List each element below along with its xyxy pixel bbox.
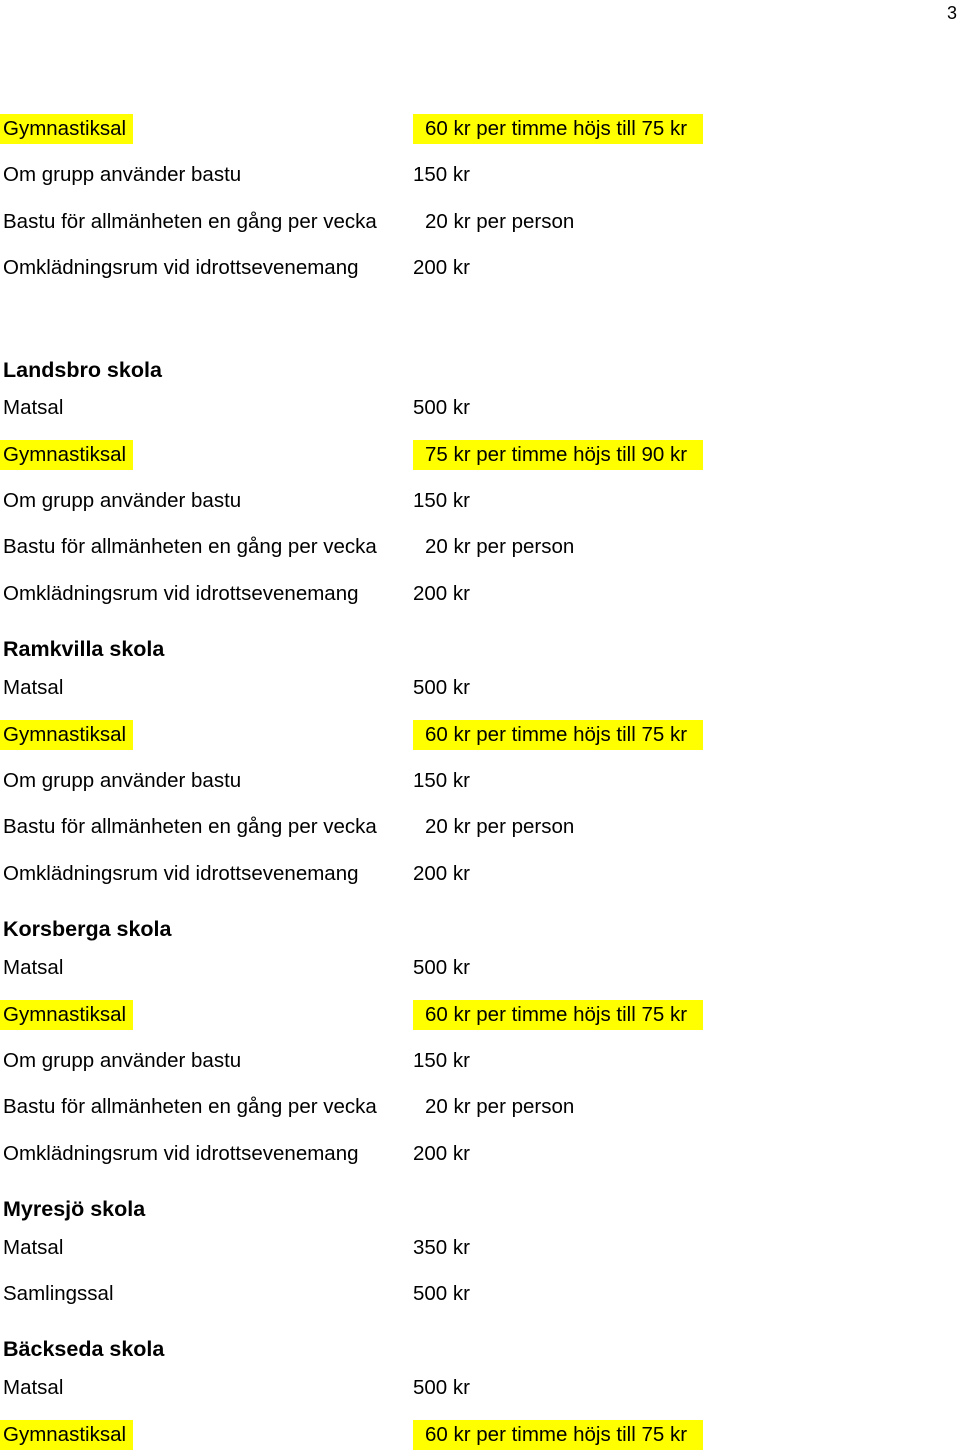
section-heading-landsbro: Landsbro skola [3, 358, 162, 382]
price-value: 350 kr [413, 1236, 470, 1259]
price-row [0, 486, 960, 516]
price-row-gymnastiksal [0, 440, 960, 470]
price-value: 150 kr [413, 1049, 470, 1072]
price-label: Omklädningsrum vid idrottsevenemang [3, 1142, 359, 1165]
price-label: Samlingssal [3, 1282, 114, 1305]
price-label: Omklädningsrum vid idrottsevenemang [3, 862, 359, 885]
section-heading-korsberga: Korsberga skola [3, 917, 172, 941]
price-label: Bastu för allmänheten en gång per vecka [3, 815, 377, 838]
price-label: Gymnastiksal [3, 1423, 127, 1446]
price-value: 75 kr per timme höjs till 90 kr [425, 443, 688, 466]
section-heading-ramkvilla: Ramkvilla skola [3, 637, 165, 661]
price-value: 150 kr [413, 769, 470, 792]
price-value: 200 kr [413, 582, 470, 605]
price-value: 20 kr per person [425, 210, 575, 233]
price-value: 500 kr [413, 1376, 470, 1399]
price-value: 150 kr [413, 163, 470, 186]
price-label: Omklädningsrum vid idrottsevenemang [3, 256, 359, 279]
price-row [0, 1373, 960, 1403]
price-value: 500 kr [413, 1282, 470, 1305]
price-value: 60 kr per timme höjs till 75 kr [425, 723, 688, 746]
price-label: Matsal [3, 676, 64, 699]
price-value: 20 kr per person [425, 1095, 575, 1118]
price-label: Bastu för allmänheten en gång per vecka [3, 210, 377, 233]
price-row [0, 859, 960, 889]
price-label: Om grupp använder bastu [3, 1049, 242, 1072]
price-row [0, 1279, 960, 1309]
price-label: Gymnastiksal [3, 117, 127, 140]
price-value: 20 kr per person [425, 815, 575, 838]
price-row [0, 253, 960, 283]
price-label: Gymnastiksal [3, 443, 127, 466]
price-value: 20 kr per person [425, 535, 575, 558]
price-row-gymnastiksal [0, 114, 960, 144]
price-row-gymnastiksal [0, 1000, 960, 1030]
price-row [0, 673, 960, 703]
price-row [0, 532, 960, 562]
price-label: Om grupp använder bastu [3, 769, 242, 792]
price-row [0, 160, 960, 190]
price-label: Bastu för allmänheten en gång per vecka [3, 1095, 377, 1118]
price-row-gymnastiksal [0, 1420, 960, 1450]
price-value: 60 kr per timme höjs till 75 kr [425, 117, 688, 140]
price-label: Om grupp använder bastu [3, 163, 242, 186]
price-label: Omklädningsrum vid idrottsevenemang [3, 582, 359, 605]
price-value: 60 kr per timme höjs till 75 kr [425, 1423, 688, 1446]
price-row [0, 1046, 960, 1076]
price-value: 200 kr [413, 256, 470, 279]
price-label: Matsal [3, 1376, 64, 1399]
price-value: 200 kr [413, 862, 470, 885]
price-row [0, 766, 960, 796]
price-row [0, 393, 960, 423]
price-label: Matsal [3, 1236, 64, 1259]
price-row [0, 812, 960, 842]
price-value: 150 kr [413, 489, 470, 512]
price-value: 200 kr [413, 1142, 470, 1165]
price-row [0, 1092, 960, 1122]
price-label: Bastu för allmänheten en gång per vecka [3, 535, 377, 558]
price-value: 500 kr [413, 396, 470, 419]
price-row [0, 1233, 960, 1263]
section-heading-backseda: Bäckseda skola [3, 1337, 165, 1361]
price-row [0, 953, 960, 983]
price-row [0, 1139, 960, 1169]
price-label: Matsal [3, 396, 64, 419]
price-value: 500 kr [413, 676, 470, 699]
price-value: 500 kr [413, 956, 470, 979]
price-label: Matsal [3, 956, 64, 979]
price-row [0, 579, 960, 609]
price-row-gymnastiksal [0, 720, 960, 750]
price-value: 60 kr per timme höjs till 75 kr [425, 1003, 688, 1026]
page-number: 3 [946, 3, 957, 23]
price-row [0, 207, 960, 237]
section-heading-myresjo: Myresjö skola [3, 1197, 146, 1221]
price-label: Om grupp använder bastu [3, 489, 242, 512]
price-label: Gymnastiksal [3, 1003, 127, 1026]
price-label: Gymnastiksal [3, 723, 127, 746]
